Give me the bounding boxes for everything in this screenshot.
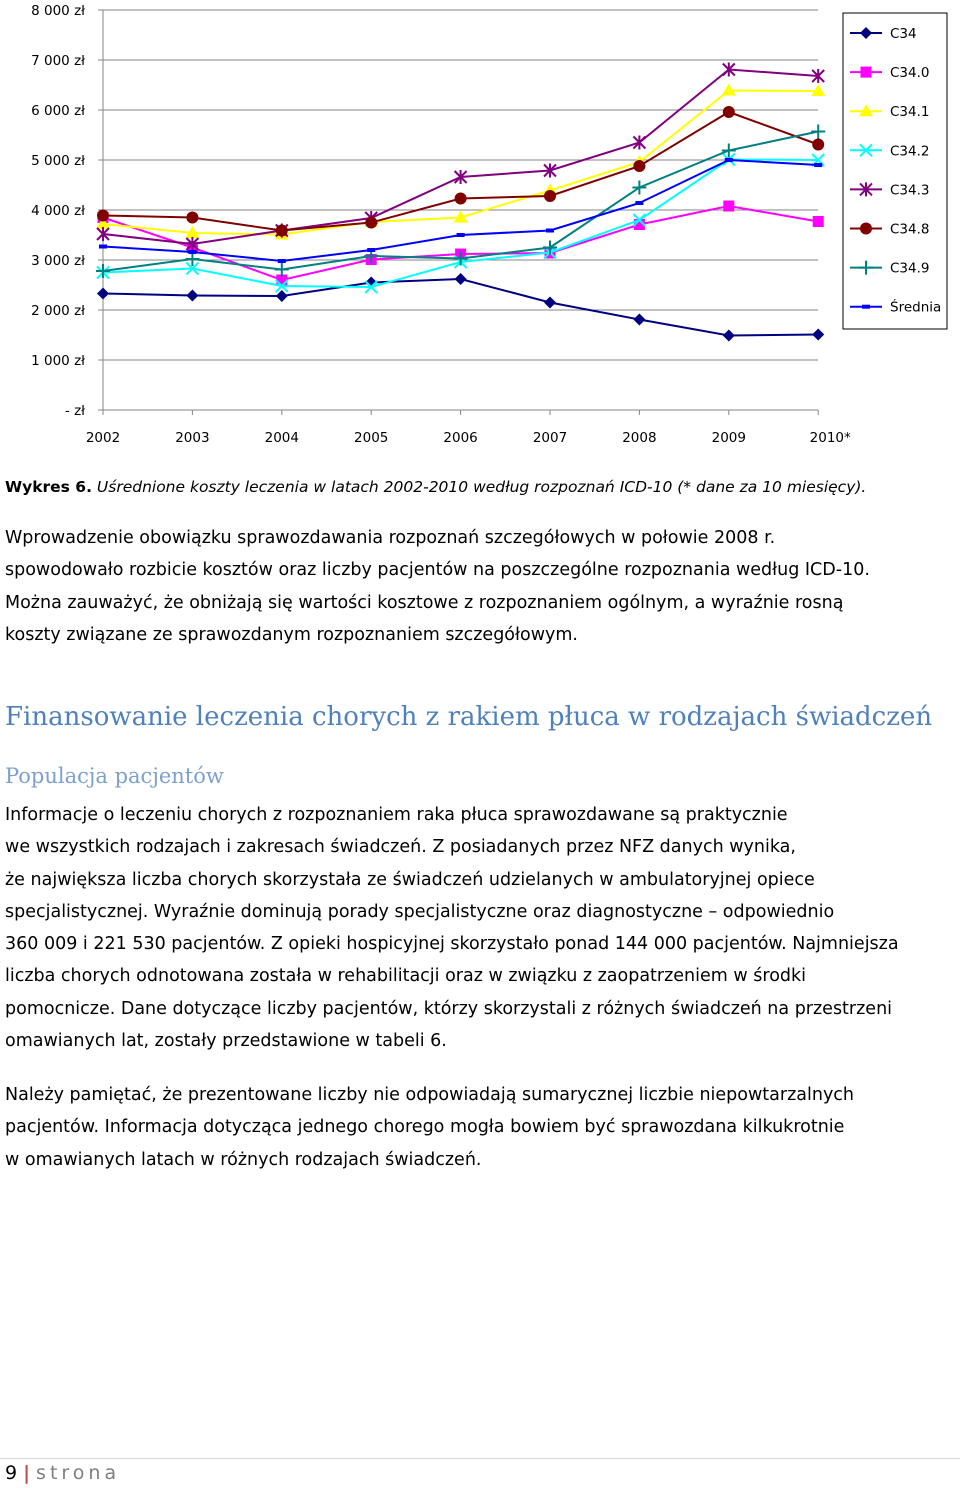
text-line: Informacje o leczeniu chorych z rozpoznaniem raka płuca sprawozdawane są praktycznie <box>5 805 788 825</box>
data-point <box>96 264 110 278</box>
legend-label: C34.0 <box>890 65 930 82</box>
data-point <box>632 181 646 195</box>
legend-label: Średnia <box>890 299 942 316</box>
y-tick-label: 2 000 zł <box>31 303 85 319</box>
data-point <box>457 233 465 237</box>
chart-series <box>96 63 825 342</box>
data-point <box>278 259 286 263</box>
x-tick-label: 2010* <box>809 430 851 446</box>
series-c34 <box>97 273 824 342</box>
population-paragraph <box>5 799 955 1057</box>
data-point <box>276 225 288 237</box>
text-line: liczba chorych odnotowana została w rehabilitacji oraz w związku z zaopatrzeniem w środki <box>5 966 807 987</box>
data-point <box>188 250 196 254</box>
data-point <box>97 288 109 300</box>
y-tick-label: 4 000 zł <box>31 203 85 219</box>
legend-label: C34 <box>890 26 917 42</box>
x-tick-label: 2002 <box>85 430 121 446</box>
text-line: pomocnicze. Dane dotyczące liczby pacjentów, którzy skorzystali z różnych świadczeń na przestrzeni <box>5 998 893 1019</box>
subsection-heading: Populacja pacjentów <box>5 764 224 788</box>
data-point <box>633 160 645 172</box>
y-tick-label: 3 000 zł <box>31 253 85 269</box>
data-point <box>722 84 736 96</box>
data-point <box>367 248 375 252</box>
data-point <box>365 217 377 229</box>
data-point <box>633 136 645 150</box>
data-point <box>455 193 467 205</box>
legend-label: C34.1 <box>890 104 930 121</box>
x-tick-label: 2003 <box>175 430 210 446</box>
data-point <box>544 190 556 202</box>
figure-caption <box>5 478 866 496</box>
data-point <box>725 158 733 162</box>
page-number: 9 <box>5 1462 18 1484</box>
y-tick-label: 6 000 zł <box>31 103 85 119</box>
data-point <box>813 216 824 227</box>
x-tick-label: 2005 <box>354 430 389 446</box>
legend-marker <box>860 223 872 235</box>
text-line: że największa liczba chorych skorzystała ze świadczeń udzielanych w ambulatoryjnej opiece <box>5 869 815 890</box>
x-tick-label: 2004 <box>264 430 299 446</box>
series-line <box>103 279 818 336</box>
data-point <box>544 297 556 309</box>
y-tick-label: - zł <box>64 403 85 419</box>
data-point <box>723 201 734 212</box>
text-line: spowodowało rozbicie kosztów oraz liczby pacjentów na poszczególne rozpoznania według ICD-10. <box>5 560 870 581</box>
data-point <box>455 273 467 285</box>
data-point <box>723 106 735 118</box>
intro-paragraph <box>5 522 955 651</box>
data-point <box>275 263 289 277</box>
data-point <box>811 125 825 139</box>
data-point <box>186 290 198 302</box>
data-point <box>276 290 288 302</box>
text-line: Można zauważyć, że obniżają się wartości kosztowe z rozpoznaniem ogólnym, a wyraźnie rosną <box>5 592 844 613</box>
y-tick-label: 1 000 zł <box>31 353 85 369</box>
text-line: pacjentów. Informacja dotycząca jednego chorego mogła bowiem być sprawozdana kilkukrotnie <box>5 1117 845 1138</box>
footer-divider <box>0 1458 960 1459</box>
caption-label: Wykres 6. <box>5 478 92 496</box>
y-tick-label: 7 000 zł <box>31 53 85 69</box>
x-tick-label: 2007 <box>532 430 568 446</box>
note-paragraph <box>5 1079 955 1176</box>
text-line: 360 009 i 221 530 pacjentów. Z opieki hospicyjnej skorzystało ponad 144 000 pacjentów. Najmniejsza <box>5 934 899 955</box>
data-point <box>723 330 735 342</box>
line-chart <box>0 0 960 460</box>
legend-label: C34.9 <box>890 260 930 277</box>
legend-label: C34.2 <box>890 143 930 160</box>
text-line: Wprowadzenie obowiązku sprawozdawania rozpoznań szczegółowych w połowie 2008 r. <box>5 528 776 548</box>
caption-text: Uśrednione koszty leczenia w latach 2002-2010 według rozpoznań ICD-10 (* dane za 10 miesięcy). <box>91 478 867 496</box>
data-point <box>635 201 643 205</box>
section-heading: Finansowanie leczenia chorych z rakiem płuca w rodzajach świadczeń <box>5 702 933 732</box>
data-point <box>812 329 824 341</box>
x-tick-label: 2009 <box>711 430 746 446</box>
data-point <box>812 139 824 151</box>
text-line: w omawianych latach w różnych rodzajach świadczeń. <box>5 1149 482 1170</box>
text-line: specjalistycznej. Wyraźnie dominują porady specjalistyczne oraz diagnostyczne – odpowiednio <box>5 901 835 922</box>
x-tick-label: 2008 <box>622 430 657 446</box>
data-point <box>546 229 554 233</box>
text-line: Należy pamiętać, że prezentowane liczby nie odpowiadają sumarycznej liczbie niepowtarzalnych <box>5 1085 855 1105</box>
y-tick-label: 5 000 zł <box>31 153 85 169</box>
series-c34-1 <box>96 84 825 240</box>
y-tick-label: 8 000 zł <box>31 3 85 19</box>
legend-marker <box>861 67 872 78</box>
legend-box <box>843 13 947 329</box>
data-point <box>97 210 109 222</box>
legend-marker <box>862 305 870 309</box>
text-line: koszty związane ze sprawozdanym rozpoznaniem szczegółowym. <box>5 624 578 645</box>
footer-separator: | <box>23 1462 31 1484</box>
legend-label: C34.8 <box>890 221 930 238</box>
x-tick-label: 2006 <box>443 430 478 446</box>
y-axis-tick-labels <box>31 3 85 419</box>
data-point <box>99 245 107 249</box>
x-axis-tick-labels <box>86 410 851 446</box>
data-point <box>633 314 645 326</box>
chart-legend <box>843 13 947 329</box>
data-point <box>814 163 822 167</box>
legend-label: C34.3 <box>890 182 930 199</box>
data-point <box>186 212 198 224</box>
page-footer <box>5 1462 120 1484</box>
text-line: we wszystkich rodzajach i zakresach świadczeń. Z posiadanych przez NFZ danych wynika, <box>5 837 796 858</box>
footer-page-word: strona <box>36 1462 121 1484</box>
text-line: omawianych lat, zostały przedstawione w tabeli 6. <box>5 1031 447 1052</box>
